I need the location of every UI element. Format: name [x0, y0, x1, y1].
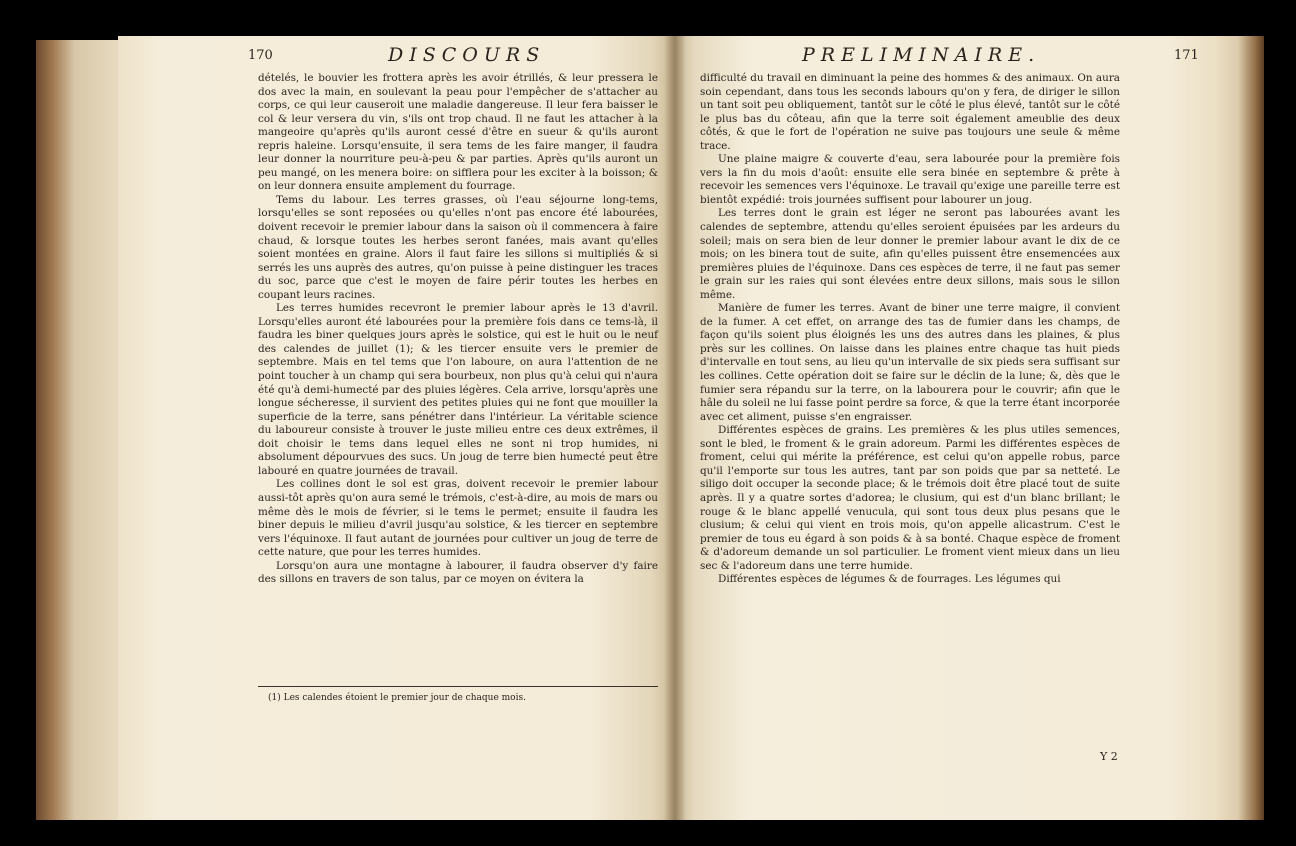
- left-paragraph: Lorsqu'on aura une montagne à labourer, il faudra observer d'y faire des sillons en travers de son talus, par ce moyen on évitera la: [258, 559, 658, 586]
- left-paragraph: Tems du labour. Les terres grasses, où l'eau séjourne long-tems, lorsqu'elles se sont reposées ou qu'elles n'ont pas encore été labourées, doivent recevoir le premier labour dans la saison où il commencera à faire chaud, & lorsque toutes les herbes seront fanées, mais avant qu'elles soient montées en graine. Alors il faut faire les sillons si multipliés & si serrés les uns auprès des autres, qu'on puisse à peine distinguer les traces du soc, parce que c'est le moyen de faire périr toutes les herbes en coupant leurs racines.: [258, 193, 658, 301]
- right-paragraph: Une plaine maigre & couverte d'eau, sera labourée pour la première fois vers la fin du mois d'août: ensuite elle sera binée en septembre & prête à recevoir les semences vers l'équinoxe. Le travail qu'exige une pareille terre est bientôt expédié: trois journées suffisent pour labourer un joug.: [700, 153, 1120, 206]
- right-page-text: [700, 72, 1120, 587]
- book-edge-right: [1212, 36, 1264, 820]
- right-page: [674, 36, 1214, 820]
- right-paragraph: Différentes espèces de légumes & de fourrages. Les légumes qui: [718, 573, 1061, 586]
- left-page-number: 170: [248, 48, 273, 63]
- left-footnote: (1) Les calendes étoient le premier jour de chaque mois.: [268, 693, 526, 703]
- left-page-header: [118, 44, 674, 66]
- left-paragraph: dételés, le bouvier les frottera après les avoir étrillés, & leur pressera le dos avec la main, en soulevant la peau pour l'empêcher de s'attacher au corps, ce qui leur causeroit une maladie dangereuse. Il leur fera baisser le col & leur versera du vin, s'ils ont trop chaud. Il ne faut les attacher à la mangeoire qu'après qu'ils auront cessé d'être en sueur & qu'ils auront repris haleine. Lorsqu'ensuite, il sera tems de les faire manger, il faudra leur donner la nourriture peu-à-peu & par parties. Après qu'ils auront un peu mangé, on les menera boire: on sifflera pour les exciter à la boisson; & on leur donnera ensuite amplement du fourrage.: [258, 72, 658, 193]
- left-running-title: DISCOURS: [388, 44, 546, 66]
- left-page-text: [258, 72, 658, 587]
- footnote-rule: [258, 686, 658, 687]
- right-paragraph: Les terres dont le grain est léger ne seront pas labourées avant les calendes de septembre, attendu qu'elles seroient épuisées par les ardeurs du soleil; mais on sera bien de leur donner le premier labour avant le dix de ce mois; on les binera tout de suite, afin qu'elles puissent être ensemencées aux premières pluies de l'équinoxe. Dans ces espèces de terre, il ne faut pas semer le grain sur les raies qui sont élevées entre deux sillons, mais sous le sillon même.: [700, 207, 1120, 301]
- right-paragraph: Différentes espèces de grains. Les premières & les plus utiles semences, sont le bled, le froment & le grain adoreum. Parmi les différentes espèces de froment, celui qui mérite la préférence, est celui qu'on appelle robus, parce qu'il l'emporte sur tous les autres, tant par son poids que par sa netteté. Le siligo doit occuper la seconde place; & le trémois doit être placé tout de suite après. Il y a quatre sortes d'adorea; le clusium, qui est d'un blanc brillant; le rouge & le blanc appellé venucula, qui sont tous deux plus pesans que le clusium; & celui qui vient en trois mois, qu'on appelle alicastrum. C'est le premier de tous eu égard à son poids & à sa bonté. Chaque espèce de froment & d'adoreum demande un sol particulier. Le froment vient mieux dans un lieu sec & l'adoreum dans une terre humide.: [700, 424, 1120, 572]
- right-page-header: [674, 44, 1214, 66]
- left-paragraph: Les collines dont le sol est gras, doivent recevoir le premier labour aussi-tôt après qu'on aura semé le trémois, c'est-à-dire, au mois de mars ou même dès le mois de février, si le tems le permet; ensuite il faudra les biner depuis le milieu d'avril jusqu'au solstice, & les tiercer en septembre vers l'équinoxe. Il faut autant de journées pour cultiver un joug de terre de cette nature, que pour les terres humides.: [258, 478, 658, 559]
- right-page-number: 171: [1174, 48, 1199, 63]
- book-gutter: [664, 36, 686, 820]
- book-edge-left: [36, 40, 122, 820]
- left-paragraph: Les terres humides recevront le premier labour après le 13 d'avril. Lorsqu'elles auront été labourées pour la première fois dans ce tems-là, il faudra les biner quelques jours après le solstice, qui est le huit ou le neuf des calendes de juillet (1); & les tiercer ensuite vers le premier de septembre. Mais en tel tems que l'on laboure, on aura l'attention de ne point toucher à un champ qui sera bourbeux, non plus qu'à celui qui n'aura été qu'à demi-humecté par des pluies légères. Cela arrive, lorsqu'après une longue sécheresse, il survient des petites pluies qui ne font que mouiller la superficie de la terre, sans pénétrer dans l'intérieur. La véritable science du laboureur consiste à trouver le juste milieu entre ces deux extrêmes, il doit choisir le tems dans lequel elles ne sont ni trop humides, ni absolument dépourvues des sucs. Un joug de terre bien humecté peut être labouré en quatre journées de travail.: [258, 302, 658, 477]
- right-paragraph: difficulté du travail en diminuant la peine des hommes & des animaux. On aura soin cependant, dans tous les seconds labours qu'on y fera, de diriger le sillon un tant soit peu obliquement, tantôt sur le côté le plus élevé, tantôt sur le côté le plus bas du côteau, afin que la terre soit également ameublie des deux côtés, & que le fort de l'opération ne suive pas toujours une seule & même trace.: [700, 72, 1120, 152]
- right-paragraph: Manière de fumer les terres. Avant de biner une terre maigre, il convient de la fumer. A cet effet, on arrange des tas de fumier dans les champs, de façon qu'ils soient plus éloignés les uns des autres dans les plaines, & plus près sur les collines. On laisse dans les plaines entre chaque tas huit pieds d'intervalle en tout sens, au lieu qu'un intervalle de six pieds sera suffisant sur les collines. Cette opération doit se faire sur le déclin de la lune; &, dès que le fumier sera répandu sur la terre, on la labourera pour le couvrir; afin que le hâle du soleil ne lui fasse point perdre sa force, & que la terre étant incorporée avec cet aliment, puisse s'en engraisser.: [700, 302, 1120, 423]
- right-signature: Y 2: [1100, 750, 1118, 763]
- left-page: [118, 36, 674, 820]
- right-running-title: PRELIMINAIRE.: [802, 44, 1041, 66]
